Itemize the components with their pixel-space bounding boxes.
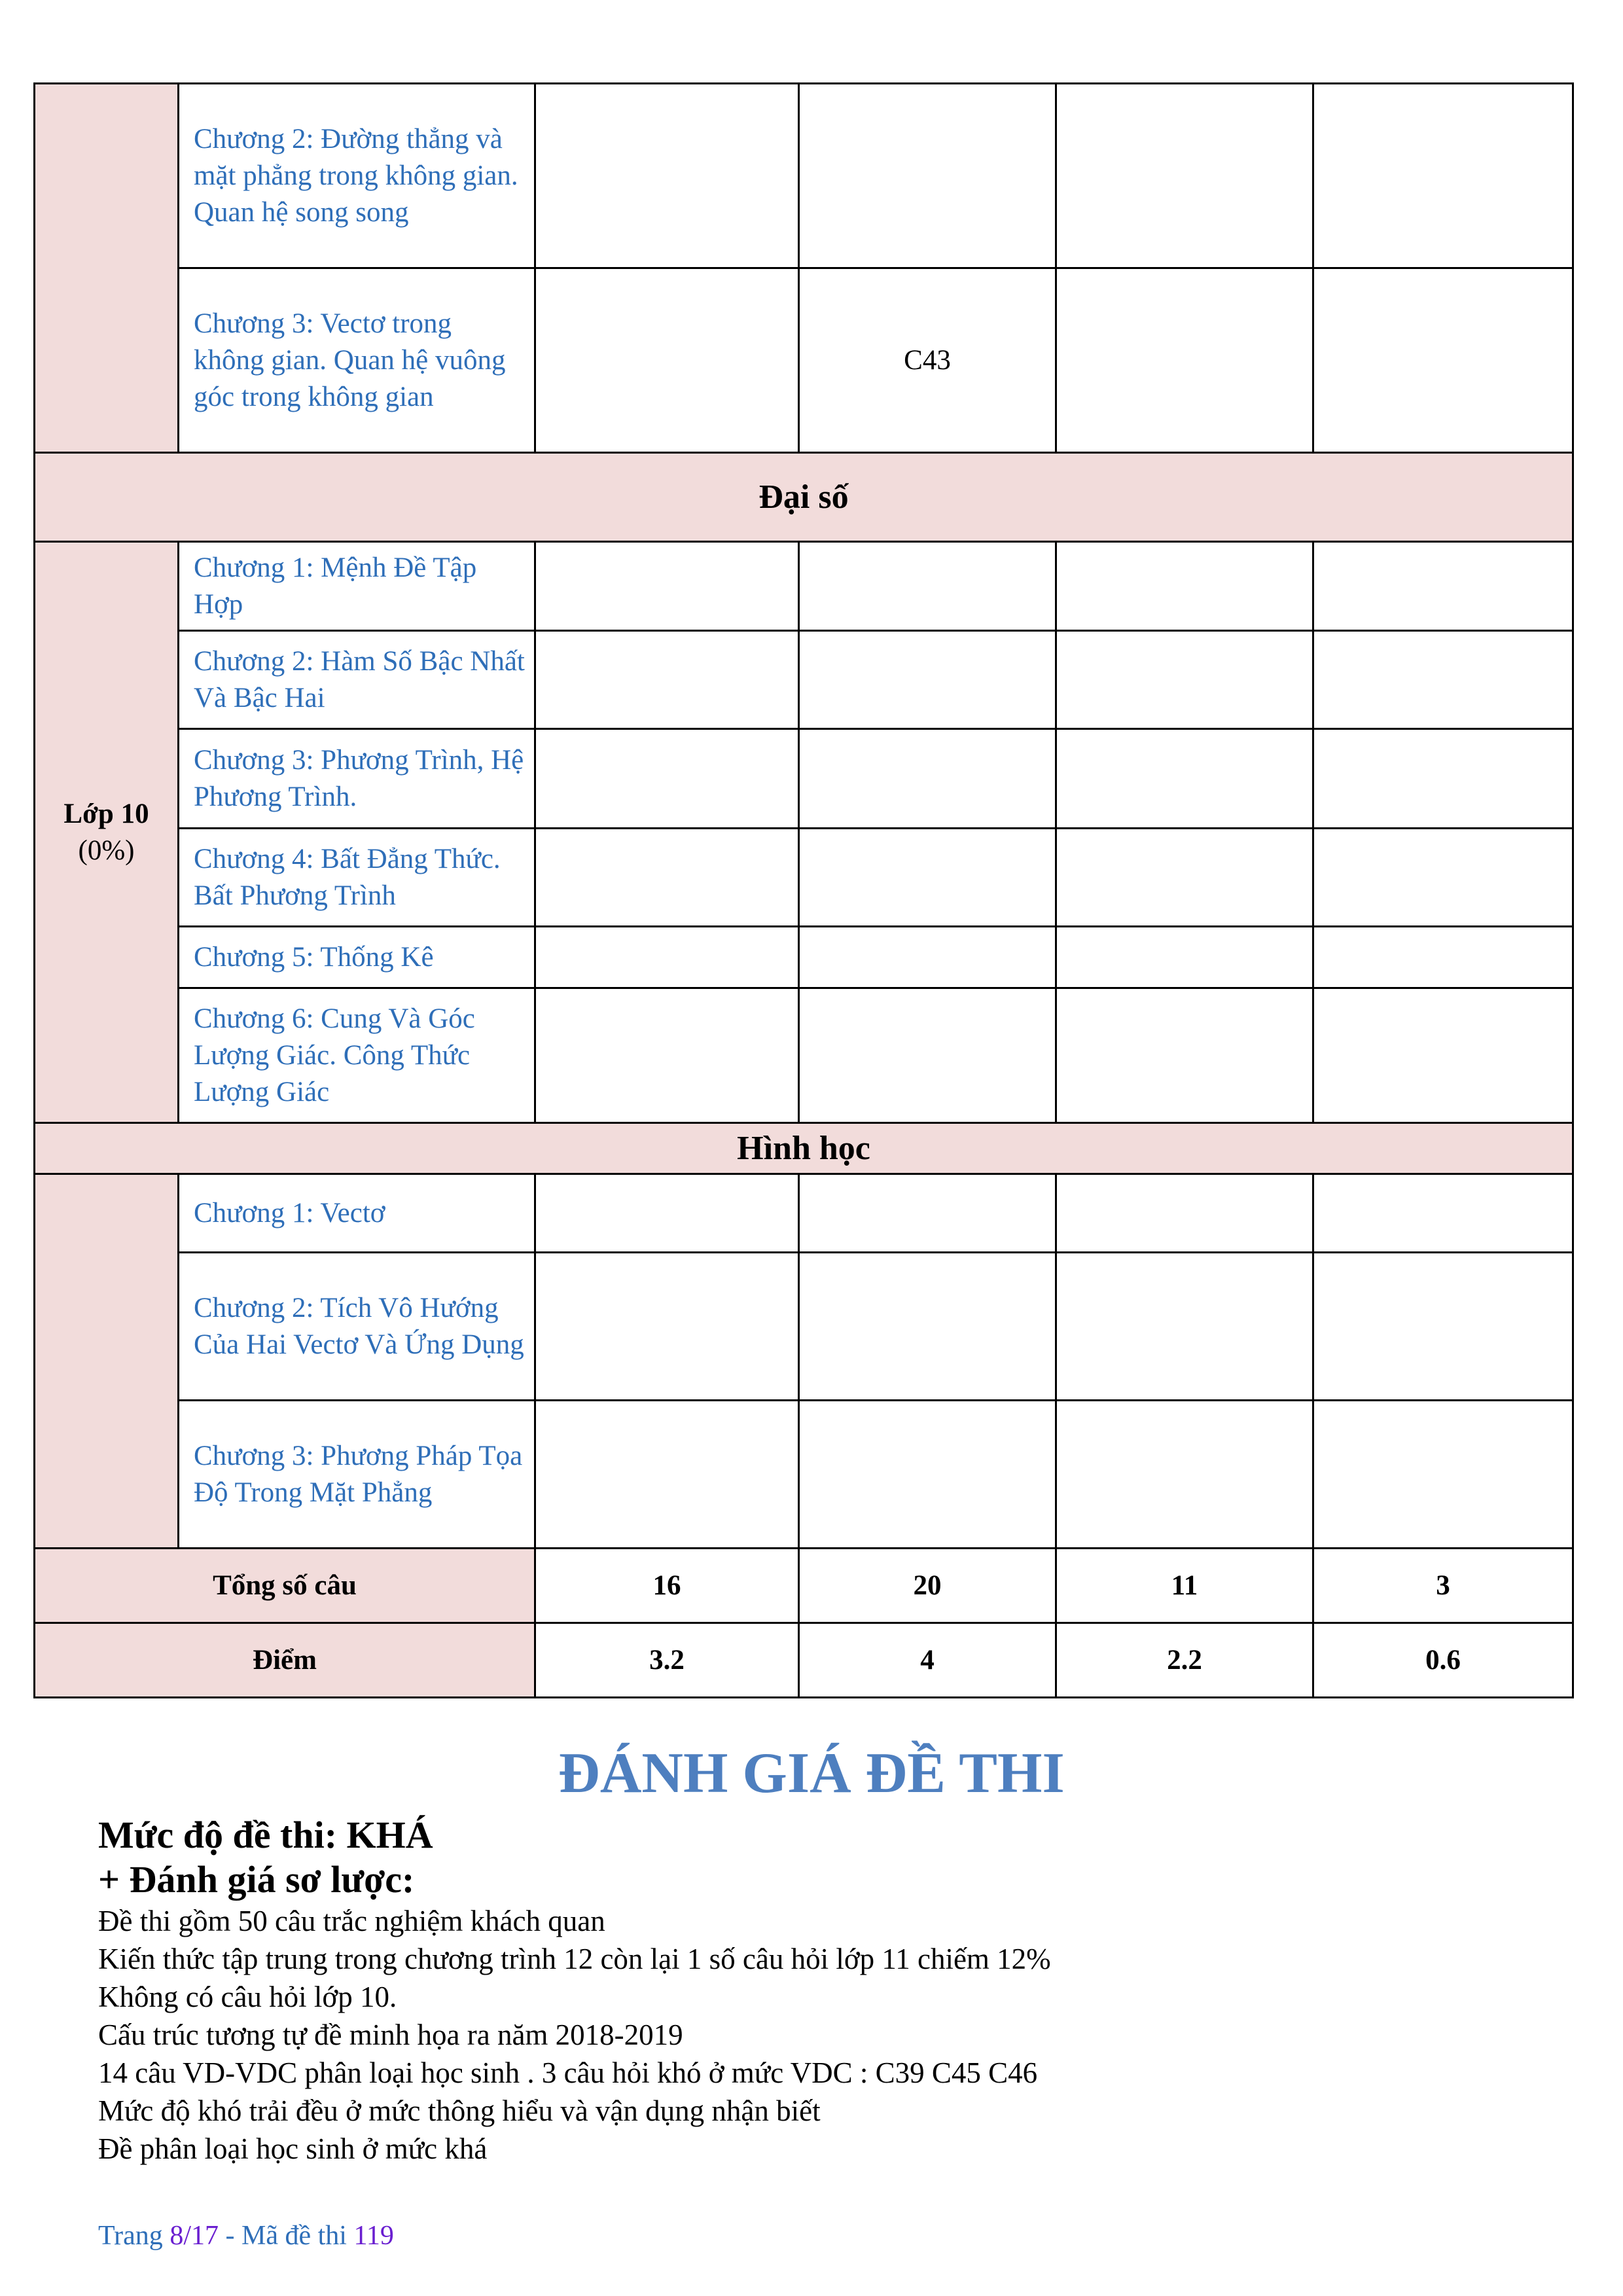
table-row <box>35 1401 1573 1549</box>
value-cell <box>535 927 799 988</box>
value-cell <box>1313 631 1573 729</box>
value-cell <box>799 927 1056 988</box>
footer-separator: - <box>225 2221 235 2251</box>
exam-matrix-table <box>33 82 1574 1698</box>
table-row <box>35 829 1573 927</box>
chapter-cell: Chương 2: Đường thẳng và mặt phẳng trong không gian. Quan hệ song song <box>179 84 535 268</box>
value-cell <box>799 1401 1056 1549</box>
value-cell <box>799 84 1056 268</box>
section-header-row <box>35 1123 1573 1174</box>
summary-heading: + Đánh giá sơ lược: <box>98 1858 415 1901</box>
value-cell <box>1313 268 1573 453</box>
chapter-cell: Chương 1: Vectơ <box>179 1174 535 1253</box>
grade-cell <box>35 542 179 1123</box>
section-title-dai-so: Đại số <box>35 453 1573 542</box>
total-value: 11 <box>1056 1549 1313 1623</box>
value-cell <box>1056 927 1313 988</box>
chapter-cell: Chương 5: Thống Kê <box>179 927 535 988</box>
page-label: Trang <box>98 2221 163 2251</box>
grade-cell <box>35 1174 179 1549</box>
value-cell <box>1056 542 1313 631</box>
evaluation-section <box>98 1813 1538 2168</box>
value-cell <box>799 1174 1056 1253</box>
value-cell <box>799 829 1056 927</box>
section-header-row <box>35 453 1573 542</box>
page-footer <box>98 2219 394 2253</box>
section-title-hinh-hoc: Hình học <box>35 1123 1573 1174</box>
value-cell <box>1056 631 1313 729</box>
value-cell <box>1056 84 1313 268</box>
value-cell <box>1056 729 1313 829</box>
value-cell <box>1313 829 1573 927</box>
value-cell <box>535 268 799 453</box>
table-row <box>35 1253 1573 1401</box>
total-value: 3 <box>1313 1549 1573 1623</box>
value-cell <box>1313 729 1573 829</box>
chapter-cell: Chương 2: Hàm Số Bậc Nhất Và Bậc Hai <box>179 631 535 729</box>
table-row <box>35 631 1573 729</box>
table-row <box>35 1174 1573 1253</box>
value-cell <box>535 1401 799 1549</box>
chapter-cell: Chương 3: Phương Pháp Tọa Độ Trong Mặt Phẳng <box>179 1401 535 1549</box>
value-cell: C43 <box>799 268 1056 453</box>
evaluation-line: Không có câu hỏi lớp 10. <box>98 1981 397 2013</box>
evaluation-line: Mức độ khó trải đều ở mức thông hiểu và vận dụng nhận biết <box>98 2094 821 2127</box>
grade-cell <box>35 84 179 453</box>
chapter-cell: Chương 3: Phương Trình, Hệ Phương Trình. <box>179 729 535 829</box>
points-label: Điểm <box>35 1623 535 1698</box>
value-cell <box>535 542 799 631</box>
value-cell <box>1056 829 1313 927</box>
table-row <box>35 268 1573 453</box>
evaluation-line: Đề phân loại học sinh ở mức khá <box>98 2132 488 2165</box>
chapter-cell: Chương 4: Bất Đẳng Thức. Bất Phương Trình <box>179 829 535 927</box>
points-value: 4 <box>799 1623 1056 1698</box>
exam-code-label: Mã đề thi <box>241 2221 347 2251</box>
totals-row <box>35 1549 1573 1623</box>
value-cell <box>799 988 1056 1123</box>
value-cell <box>1313 1174 1573 1253</box>
value-cell <box>535 829 799 927</box>
difficulty-level: Mức độ đề thi: KHÁ <box>98 1814 433 1856</box>
value-cell <box>1056 1253 1313 1401</box>
value-cell <box>1313 988 1573 1123</box>
value-cell <box>799 729 1056 829</box>
value-cell <box>799 631 1056 729</box>
total-value: 20 <box>799 1549 1056 1623</box>
table-row <box>35 84 1573 268</box>
evaluation-line: 14 câu VD-VDC phân loại học sinh . 3 câu hỏi khó ở mức VDC : C39 C45 C46 <box>98 2056 1038 2089</box>
chapter-cell: Chương 2: Tích Vô Hướng Của Hai Vectơ Và Ứng Dụng <box>179 1253 535 1401</box>
value-cell <box>799 1253 1056 1401</box>
value-cell <box>535 988 799 1123</box>
points-value: 2.2 <box>1056 1623 1313 1698</box>
points-value: 0.6 <box>1313 1623 1573 1698</box>
value-cell <box>1313 927 1573 988</box>
value-cell <box>1056 1401 1313 1549</box>
chapter-cell: Chương 6: Cung Và Góc Lượng Giác. Công Thức Lượng Giác <box>179 988 535 1123</box>
value-cell <box>535 1174 799 1253</box>
value-cell <box>1313 1401 1573 1549</box>
grade-percent: (0%) <box>78 834 135 866</box>
value-cell <box>535 631 799 729</box>
evaluation-line: Cấu trúc tương tự đề minh họa ra năm 2018-2019 <box>98 2018 683 2051</box>
value-cell <box>799 542 1056 631</box>
table-row <box>35 927 1573 988</box>
table-row <box>35 542 1573 631</box>
grade-name: Lớp 10 <box>63 798 149 829</box>
value-cell <box>1056 1174 1313 1253</box>
value-cell <box>1056 988 1313 1123</box>
points-row <box>35 1623 1573 1698</box>
chapter-cell: Chương 1: Mệnh Đề Tập Hợp <box>179 542 535 631</box>
evaluation-line: Đề thi gồm 50 câu trắc nghiệm khách quan <box>98 1905 605 1937</box>
totals-label: Tổng số câu <box>35 1549 535 1623</box>
value-cell <box>535 1253 799 1401</box>
table-row <box>35 988 1573 1123</box>
points-value: 3.2 <box>535 1623 799 1698</box>
chapter-cell: Chương 3: Vectơ trong không gian. Quan hệ vuông góc trong không gian <box>179 268 535 453</box>
value-cell <box>1313 84 1573 268</box>
evaluation-line: Kiến thức tập trung trong chương trình 12 còn lại 1 số câu hỏi lớp 11 chiếm 12% <box>98 1943 1051 1975</box>
table-row <box>35 729 1573 829</box>
value-cell <box>535 729 799 829</box>
page-number: 8/17 <box>169 2221 219 2251</box>
value-cell <box>1313 1253 1573 1401</box>
value-cell <box>1056 268 1313 453</box>
total-value: 16 <box>535 1549 799 1623</box>
evaluation-title: ĐÁNH GIÁ ĐỀ THI <box>558 1742 1065 1805</box>
value-cell <box>1313 542 1573 631</box>
exam-code-number: 119 <box>353 2221 394 2251</box>
value-cell <box>535 84 799 268</box>
